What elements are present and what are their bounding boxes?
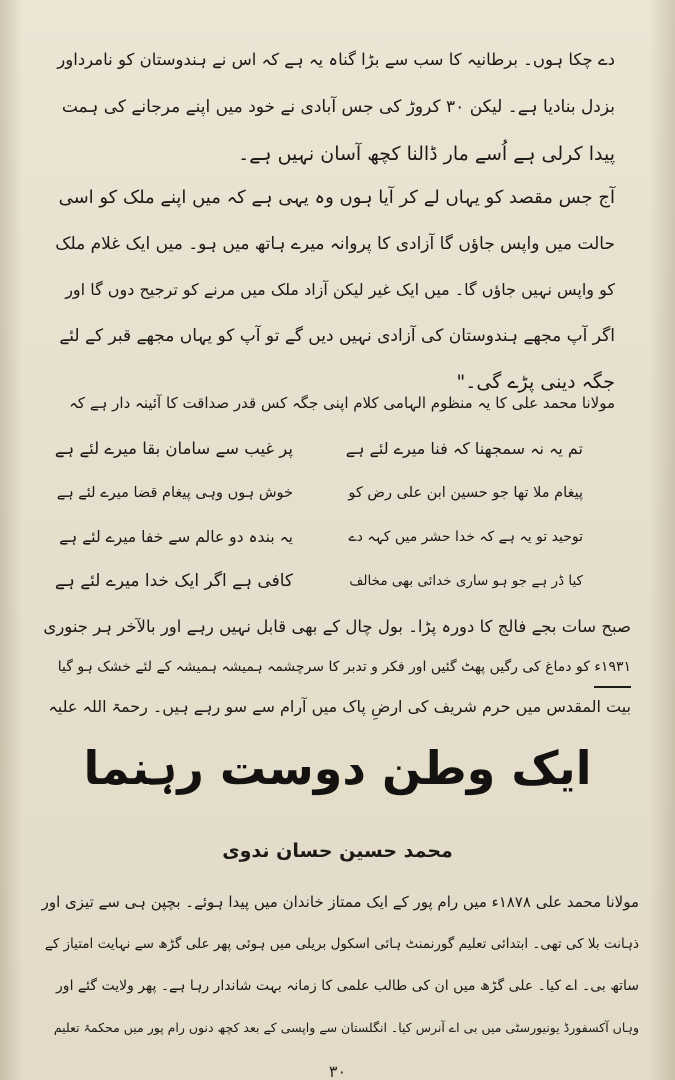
text-line: اگر آپ مجھے ہندوستان کی آزادی نہیں دیں گے تو آپ کو یہاں مجھے قبر کے لئے	[59, 326, 615, 346]
poem-couplet	[53, 515, 583, 559]
closing-paragraph	[41, 608, 631, 728]
text-line: جگہ دینی پڑے گی۔"	[456, 371, 615, 393]
poem-verse-second: پر غیب سے سامان بقا میرے لئے ہے	[54, 439, 293, 458]
continuation-paragraph	[55, 40, 615, 181]
text-line: آج جس مقصد کو یہاں لے کر آیا ہوں وہ یہی ہے کہ میں اپنے ملک کو اسی	[58, 187, 615, 208]
text-line: ساتھ بی۔ اے کیا۔ علی گڑھ میں ان کی طالب علمی کا زمانہ بہت شاندار رہا ہے۔ پھر ولایت گئے اور	[56, 978, 639, 994]
text-line: ذہانت بلا کی تھی۔ ابتدائی تعلیم گورنمنٹ ہائی اسکول بریلی میں ہوئی پھر علی گڑھ سے نہایت امتیاز کے	[44, 936, 639, 952]
text-line: بیت المقدس میں حرم شریف کی ارضِ پاک میں آرام سے سو رہے ہیں۔ رحمۃ اللہ علیہ	[48, 697, 631, 716]
text-line: پیدا کرلی ہے اُسے مار ڈالنا کچھ آسان نہیں ہے۔	[238, 143, 615, 165]
page-shadow-right	[649, 0, 675, 1080]
poem-intro	[55, 383, 615, 423]
text-line: وہاں آکسفورڈ یونیورسٹی میں بی اے آنرس کیا۔ انگلستان سے واپسی کے بعد کچھ دنوں رام پور میں محکمۂ تعلیم	[53, 1020, 639, 1035]
poem-verse-first: تم یہ نہ سمجھنا کہ فنا میرے لئے ہے	[345, 439, 583, 458]
text-span: کو دماغ کی رگیں پھٹ گئیں اور فکر و تدبر کا سرچشمہ ہمیشہ ہمیشہ کے لئے خشک ہو گیا	[57, 659, 595, 675]
poem-verse-second: کافی ہے اگر ایک خدا میرے لئے ہے	[54, 571, 293, 591]
text-line: صبح سات بجے فالج کا دورہ پڑا۔ بول چال کے بھی قابل نہیں رہے اور بالآخر ہر جنوری	[43, 617, 631, 636]
text-line	[41, 648, 631, 688]
page-shadow-left	[0, 0, 22, 1080]
article-author: محمد حسین حسان ندوی	[222, 840, 453, 862]
poem	[53, 427, 583, 603]
article-body	[39, 882, 639, 1050]
page-number: ۳۰	[328, 1064, 347, 1080]
poem-verse-second: خوش ہوں وہی پیغام قضا میرے لئے ہے	[56, 485, 293, 501]
text-line: حالت میں واپس جاؤں گا آزادی کا پروانہ میرے ہاتھ میں ہو۔ میں ایک غلام ملک	[55, 234, 615, 254]
poem-couplet	[53, 559, 583, 603]
underlined-year: ۱۹۳۱ء	[594, 648, 631, 688]
text-line: کو واپس نہیں جاؤں گا۔ میں ایک غیر لیکن آزاد ملک میں مرنے کو ترجیح دوں گا اور	[65, 280, 615, 299]
poem-verse-first: توحید تو یہ ہے کہ خدا حشر میں کہہ دے	[348, 529, 583, 545]
speech-paragraph	[55, 178, 615, 408]
text-line: مولانا محمد علی کا یہ منظوم الہامی کلام اپنی جگہ کس قدر صداقت کا آئینہ دار ہے کہ	[69, 394, 615, 412]
poem-verse-second: یہ بندہ دو عالم سے خفا میرے لئے ہے	[59, 528, 293, 546]
text-line: دے چکا ہوں۔ برطانیہ کا سب سے بڑا گناہ یہ ہے کہ اس نے ہندوستان کو نامرداور	[57, 50, 615, 69]
article-title: ایک وطن دوست رہنما	[83, 741, 592, 795]
poem-couplet	[53, 427, 583, 471]
poem-verse-first: کیا ڈر ہے جو ہو ساری خدائی بھی مخالف	[349, 573, 583, 589]
poem-couplet	[53, 471, 583, 515]
poem-verse-first: پیغام ملا تھا جو حسین ابن علی رض کو	[348, 485, 583, 501]
text-line: مولانا محمد علی ۱۸۷۸ء میں رام پور کے ایک ممتاز خاندان میں پیدا ہوئے۔ بچپن ہی سے تیزی اور	[41, 893, 639, 911]
text-line: بزدل بنادیا ہے۔ لیکن ۳۰ کروڑ کی جس آبادی نے خود میں اپنے مرجانے کی ہمت	[61, 97, 615, 117]
